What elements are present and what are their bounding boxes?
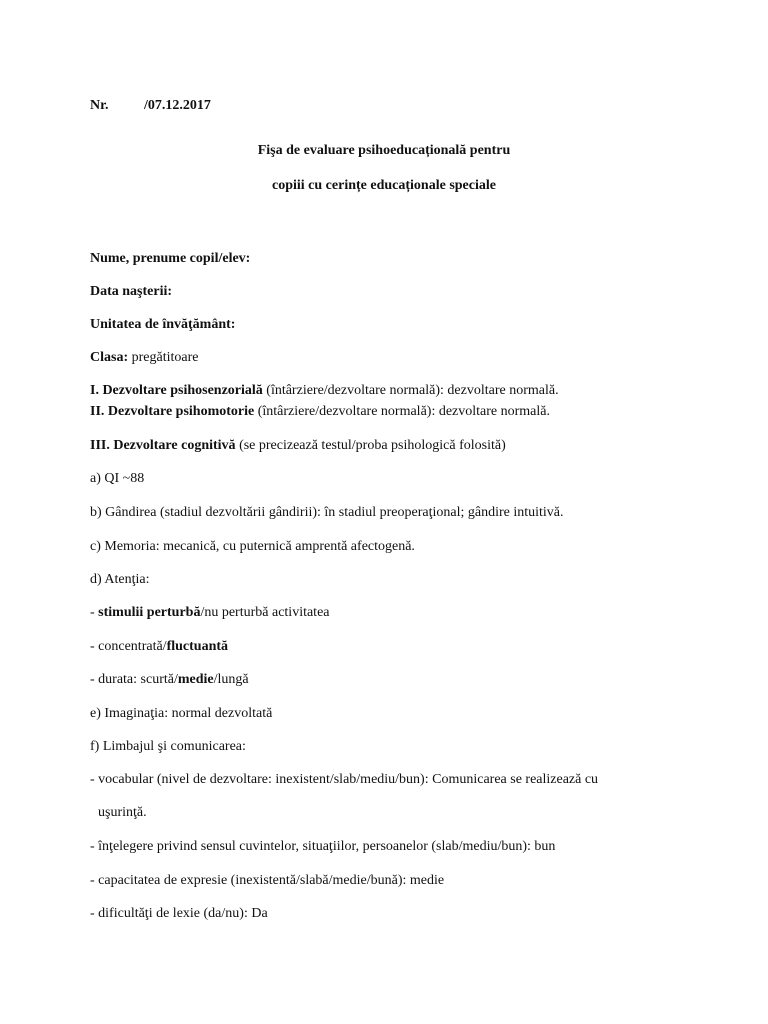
field-school-label: Unitatea de învăţământ: — [90, 317, 236, 332]
field-class — [90, 349, 198, 367]
section-1-text: (întârziere/dezvoltare normală): dezvoltare normală. — [262, 383, 559, 398]
item-a: a) QI ~88 — [90, 471, 145, 486]
item-f-1-continued: uşurinţă. — [98, 805, 147, 820]
item-e: e) Imaginaţia: normal dezvoltată — [90, 706, 273, 721]
item-d-2 — [90, 638, 228, 656]
item-f-3: - capacitatea de expresie (inexistentă/slabă/medie/bună): medie — [90, 873, 445, 888]
item-d-3-rest: /lungă — [213, 672, 249, 687]
field-name-label: Nume, prenume copil/elev: — [90, 251, 251, 266]
section-3-title: III. Dezvoltare cognitivă — [90, 438, 236, 453]
item-d-1 — [90, 604, 330, 622]
item-d-1-bold: stimulii perturbă — [98, 605, 201, 620]
item-d-1-text: /nu perturbă activitatea — [200, 605, 330, 620]
section-3 — [90, 437, 506, 455]
item-d-2-text: - concentrată/ — [90, 639, 167, 654]
item-d-1-prefix: - — [90, 605, 99, 620]
field-class-value: pregătitoare — [131, 350, 199, 365]
doc-number-label: Nr. — [90, 98, 109, 113]
field-class-label: Clasa: — [90, 350, 129, 365]
section-3-text: (se precizează testul/proba psihologică folosită) — [235, 438, 506, 453]
item-f-2: - înţelegere privind sensul cuvintelor, situaţiilor, persoanelor (slab/mediu/bun): bun — [90, 839, 556, 854]
section-2-text: (întârziere/dezvoltare normală): dezvoltare normală. — [254, 404, 551, 419]
item-d: d) Atenţia: — [90, 572, 150, 587]
item-c: c) Memoria: mecanică, cu puternică amprentă afectogenă. — [90, 539, 415, 554]
field-birth-label: Data naşterii: — [90, 284, 173, 299]
doc-title-line-1: Fişa de evaluare psihoeducațională pentru — [257, 143, 511, 158]
item-f: f) Limbajul şi comunicarea: — [90, 739, 246, 754]
item-d-3 — [90, 671, 249, 689]
item-d-3-text: - durata: scurtă/ — [90, 672, 178, 687]
item-f-4: - dificultăţi de lexie (da/nu): Da — [90, 906, 268, 921]
doc-title-line-2: copiii cu cerințe educaționale speciale — [272, 178, 496, 193]
section-2-title: II. Dezvoltare psihomotorie — [90, 404, 255, 419]
item-d-2-bold: fluctuantă — [166, 639, 229, 654]
item-f-1: - vocabular (nivel de dezvoltare: inexistent/slab/mediu/bun): Comunicarea se realizează cu — [90, 772, 599, 787]
item-b: b) Gândirea (stadiul dezvoltării gândirii): în stadiul preoperaţional; gândire intuitivă. — [90, 505, 564, 520]
section-1 — [90, 382, 559, 400]
item-d-3-bold: medie — [177, 672, 214, 687]
doc-date: /07.12.2017 — [144, 98, 211, 113]
section-2 — [90, 403, 550, 421]
section-1-title: I. Dezvoltare psihosenzorială — [90, 383, 263, 398]
